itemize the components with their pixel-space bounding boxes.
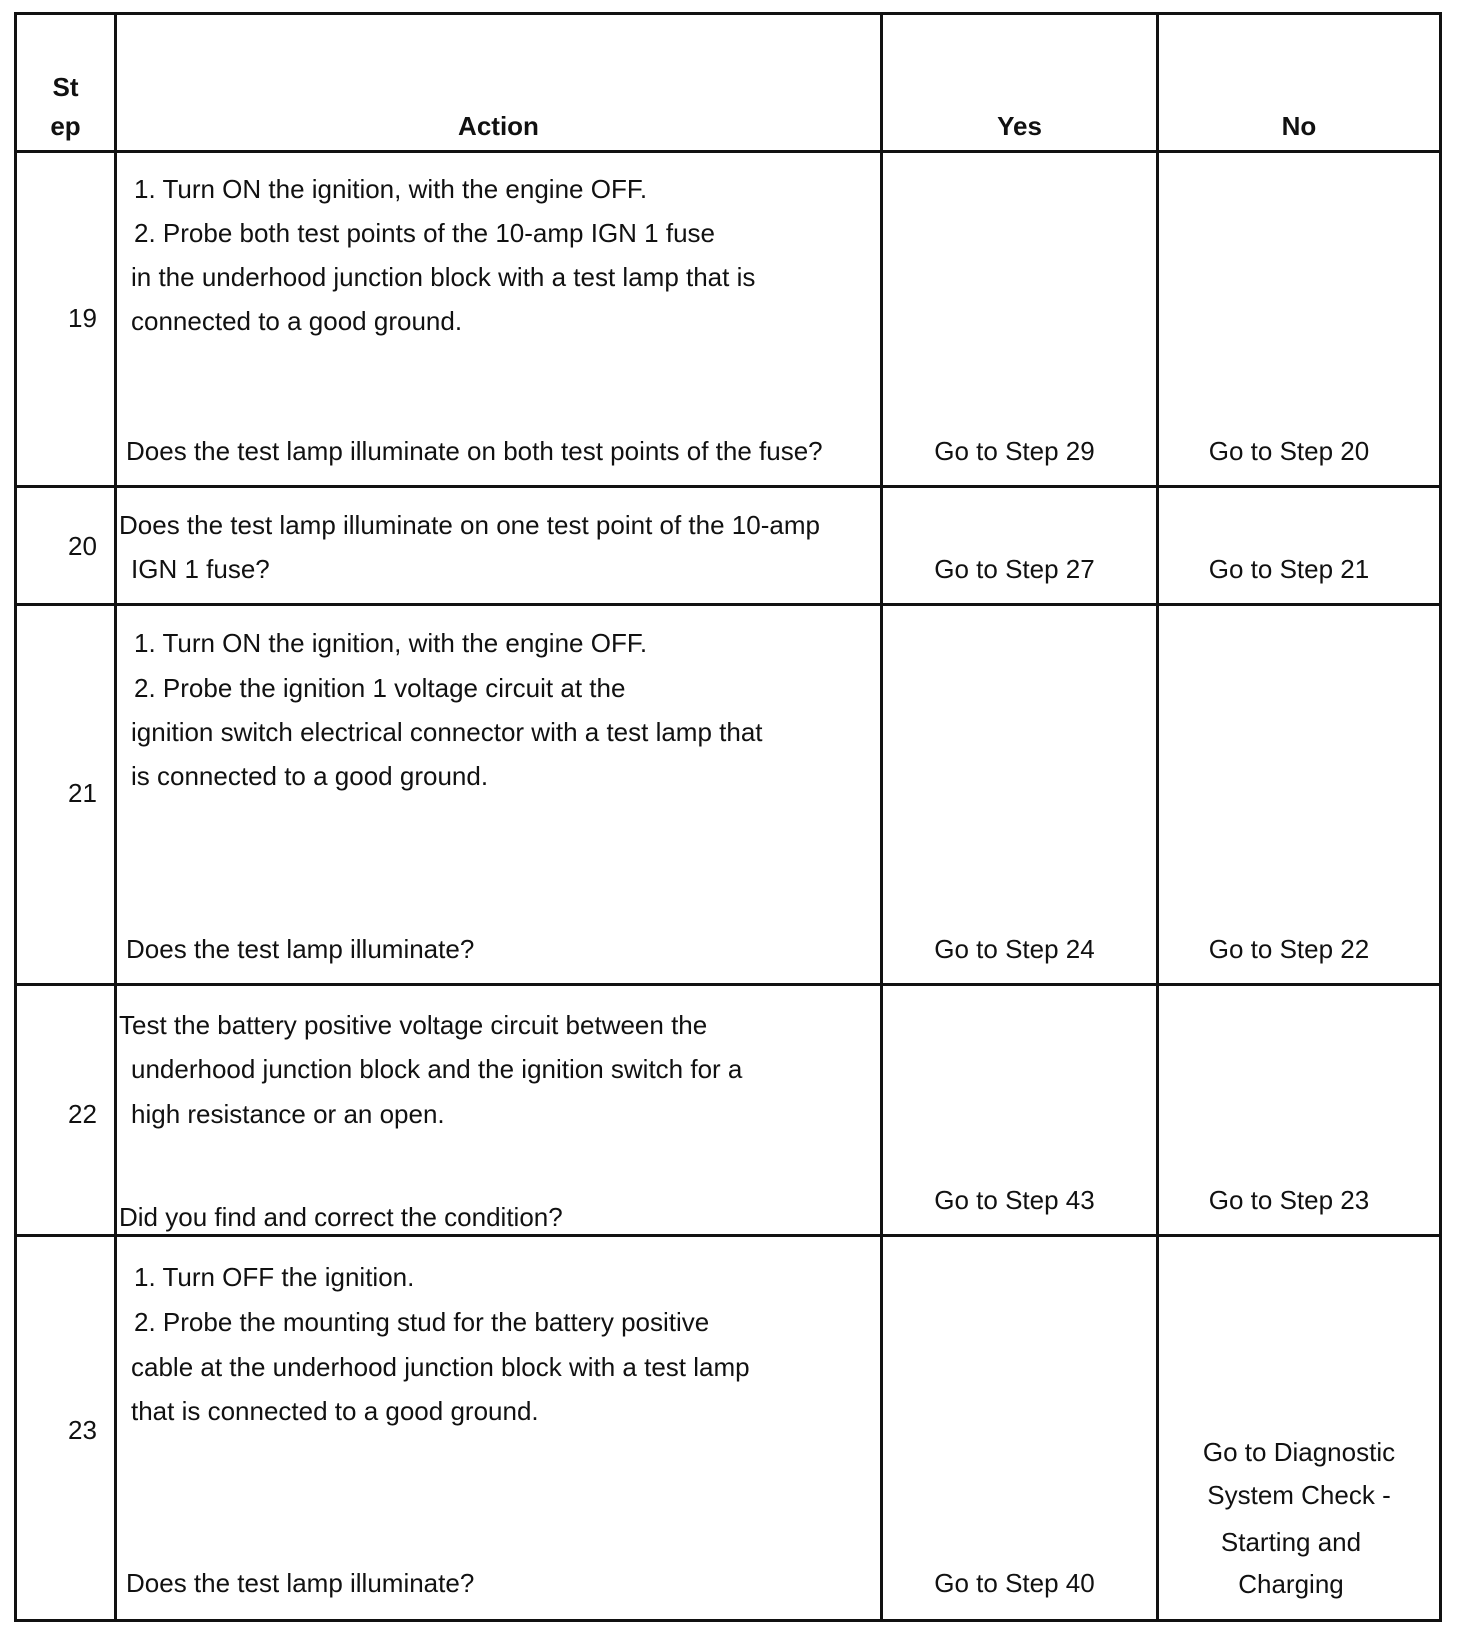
action-question: Does the test lamp illuminate on both test points of the fuse? bbox=[126, 436, 823, 466]
row-divider-21 bbox=[14, 983, 1442, 986]
action-line: is connected to a good ground. bbox=[131, 761, 489, 791]
yes-result: Go to Step 29 bbox=[934, 436, 1095, 466]
step-number: 23 bbox=[68, 1415, 97, 1445]
yes-result: Go to Step 40 bbox=[934, 1568, 1095, 1598]
action-line: Does the test lamp illuminate on one test point of the 10-amp bbox=[119, 510, 820, 540]
yes-result: Go to Step 43 bbox=[934, 1185, 1095, 1215]
step-number: 22 bbox=[68, 1099, 97, 1129]
no-result-line: Go to Diagnostic bbox=[1202, 1437, 1396, 1467]
row-divider-19 bbox=[14, 485, 1442, 488]
header-step-line-2: ep bbox=[50, 111, 81, 141]
step-number: 20 bbox=[68, 531, 97, 561]
row-divider-22 bbox=[14, 1234, 1442, 1237]
table-border-bottom bbox=[14, 1619, 1442, 1622]
yes-result: Go to Step 24 bbox=[934, 934, 1095, 964]
no-result: Go to Step 22 bbox=[1208, 934, 1370, 964]
no-result-line: System Check - bbox=[1207, 1480, 1391, 1510]
action-line: high resistance or an open. bbox=[131, 1099, 445, 1129]
no-result-line: Charging bbox=[1238, 1569, 1344, 1599]
action-line: 1. Turn OFF the ignition. bbox=[134, 1262, 415, 1292]
header-yes: Yes bbox=[997, 111, 1042, 141]
action-line: 2. Probe the ignition 1 voltage circuit at the bbox=[134, 673, 626, 703]
step-number: 21 bbox=[68, 778, 97, 808]
action-line: 1. Turn ON the ignition, with the engine OFF. bbox=[134, 628, 648, 658]
no-result: Go to Step 23 bbox=[1208, 1185, 1370, 1215]
no-result-line: Starting and bbox=[1220, 1527, 1362, 1557]
action-line: that is connected to a good ground. bbox=[131, 1396, 539, 1426]
action-question: Does the test lamp illuminate? bbox=[126, 1568, 475, 1598]
action-line: cable at the underhood junction block with a test lamp bbox=[131, 1352, 750, 1382]
table-border-right bbox=[1439, 12, 1442, 1622]
header-action: Action bbox=[458, 111, 539, 141]
yes-result: Go to Step 27 bbox=[934, 554, 1095, 584]
step-number: 19 bbox=[68, 303, 97, 333]
action-line: in the underhood junction block with a test lamp that is bbox=[131, 262, 756, 292]
action-line: IGN 1 fuse? bbox=[131, 554, 270, 584]
action-line: 2. Probe the mounting stud for the battery positive bbox=[134, 1307, 710, 1337]
table-border-top bbox=[14, 12, 1442, 15]
action-question: Does the test lamp illuminate? bbox=[126, 934, 475, 964]
no-result: Go to Step 21 bbox=[1208, 554, 1370, 584]
column-divider-yes bbox=[1156, 12, 1159, 1622]
action-line: 1. Turn ON the ignition, with the engine OFF. bbox=[134, 174, 648, 204]
action-line: Test the battery positive voltage circuit between the bbox=[119, 1010, 708, 1040]
action-line: underhood junction block and the ignition switch for a bbox=[131, 1054, 743, 1084]
header-no: No bbox=[1281, 111, 1317, 141]
column-divider-action bbox=[880, 12, 883, 1622]
table-border-left bbox=[14, 12, 17, 1622]
row-divider-20 bbox=[14, 603, 1442, 606]
action-line: connected to a good ground. bbox=[131, 306, 463, 336]
action-line: ignition switch electrical connector with a test lamp that bbox=[131, 717, 763, 747]
action-line: 2. Probe both test points of the 10-amp IGN 1 fuse bbox=[134, 218, 716, 248]
header-step-line-1: St bbox=[52, 72, 79, 102]
action-question: Did you find and correct the condition? bbox=[119, 1202, 563, 1232]
no-result: Go to Step 20 bbox=[1208, 436, 1370, 466]
row-divider-header bbox=[14, 150, 1442, 153]
column-divider-step bbox=[114, 12, 117, 1622]
